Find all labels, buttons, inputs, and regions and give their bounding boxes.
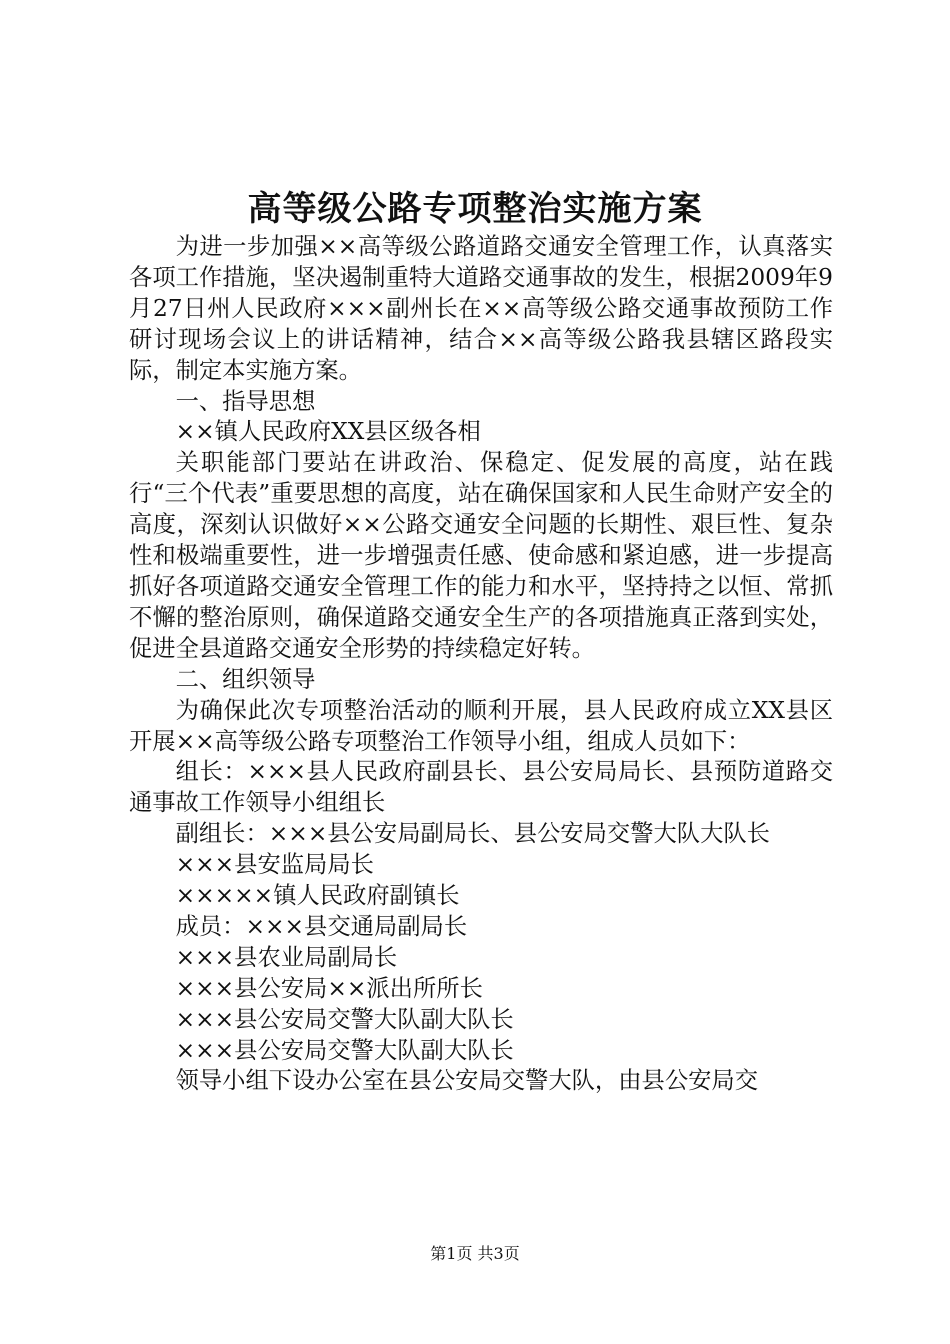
member-line-leader: 组长：×××县人民政府副县长、县公安局局长、县预防道路交通事故工作领导小组组长 (129, 758, 833, 817)
member-line: ×××县公安局交警大队副大队长 (175, 1036, 514, 1064)
member-line-deputy-leader: 副组长：×××县公安局副局长、县公安局交警大队大队长 (175, 820, 770, 848)
member-line: ×××××镇人民政府副镇长 (175, 882, 460, 910)
member-line: ×××县安监局局长 (175, 851, 374, 879)
section-heading-guiding-ideology: 一、指导思想 (175, 387, 316, 415)
paragraph: 关职能部门要站在讲政治、保稳定、促发展的高度，站在践行“三个代表”重要思想的高度，站在确保国家和人民生命财产安全的高度，深刻认识做好××公路交通安全问题的长期性、艰巨性、复杂性和极端重要性，进一步增强责任感、使命感和紧迫感，进一步提高抓好各项道路交通安全管理工作的能力和水平，坚持持之以恒、常抓不懈的整治原则，确保道路交通安全生产的各项措施真正落到实处，促进全县道路交通安全形势的持续稳定好转。 (129, 449, 833, 662)
document-title: 高等级公路专项整治实施方案 (247, 189, 703, 229)
paragraph: 为确保此次专项整治活动的顺利开展，县人民政府成立XX县区开展××高等级公路专项整治工作领导小组，组成人员如下： (129, 696, 833, 755)
intro-paragraph: 为进一步加强××高等级公路道路交通安全管理工作，认真落实各项工作措施，坚决遏制重特大道路交通事故的发生，根据2009年9月27日州人民政府×××副州长在××高等级公路交通事故预防工作研讨现场会议上的讲话精神，结合××高等级公路我县辖区路段实际，制定本实施方案。 (129, 233, 833, 384)
section-heading-organization: 二、组织领导 (175, 665, 316, 693)
member-line-members: 成员：×××县交通局副局长 (175, 912, 468, 940)
member-line: ×××县农业局副局长 (175, 943, 398, 971)
paragraph: ××镇人民政府XX县区级各相 (175, 418, 481, 446)
paragraph: 领导小组下设办公室在县公安局交警大队，由县公安局交 (175, 1067, 759, 1095)
member-line: ×××县公安局××派出所所长 (175, 974, 483, 1002)
member-line: ×××县公安局交警大队副大队长 (175, 1005, 514, 1033)
document-body (129, 232, 833, 1097)
page-footer: 第1页 共3页 (430, 1244, 520, 1263)
